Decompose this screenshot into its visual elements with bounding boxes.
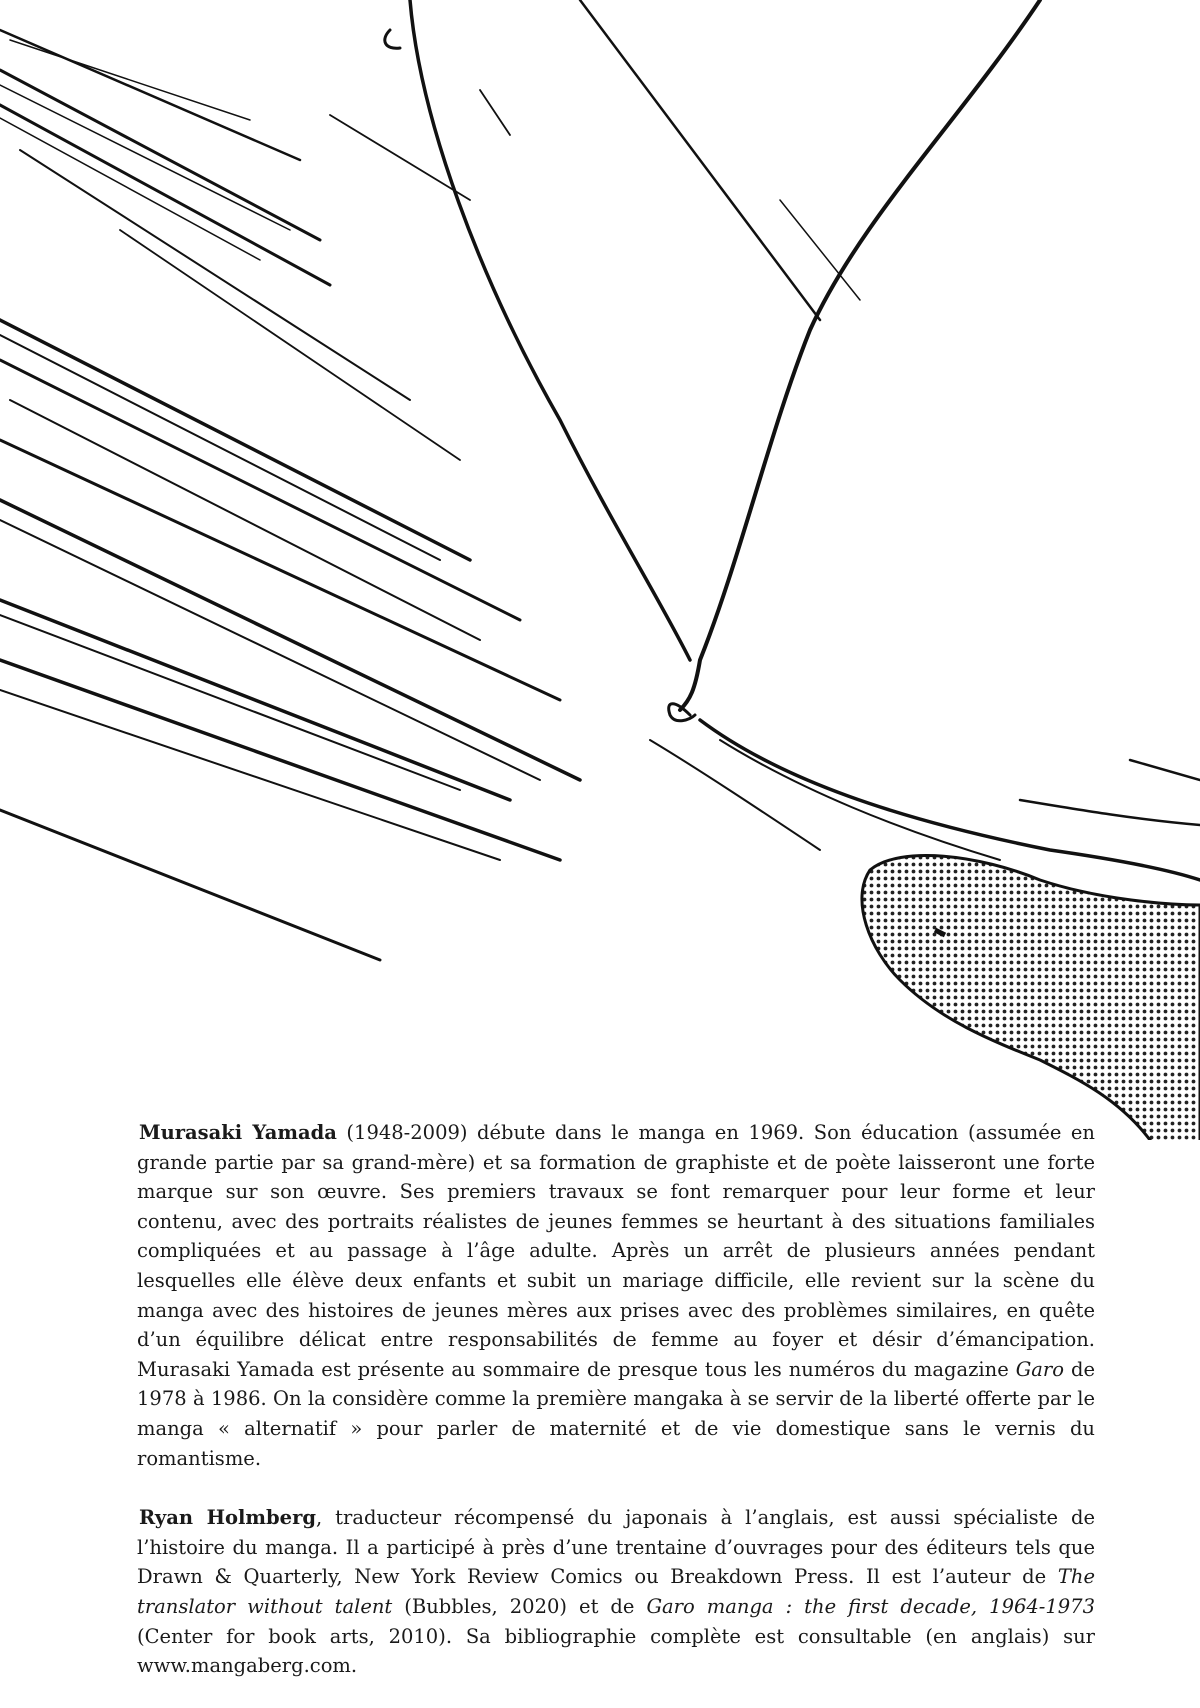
figure-outline: [680, 0, 1040, 710]
speed-line: [0, 520, 540, 780]
speed-line: [0, 105, 330, 285]
figure-outline: [650, 740, 820, 850]
speed-line: [0, 320, 470, 560]
speed-line: [480, 90, 510, 135]
speed-line: [330, 115, 470, 200]
figure-outline: [1130, 760, 1200, 780]
book-title: Garo manga : the first decade, 1964-1973: [646, 1594, 1095, 1618]
figure-outline: [385, 30, 400, 48]
magazine-title: Garo: [1015, 1357, 1064, 1381]
speed-line: [0, 335, 440, 560]
figure-outline: [410, 0, 690, 660]
speed-line: [580, 0, 820, 320]
bio-text: (Center for book arts, 2010). Sa bibliographie complète est consultable (en anglais) sur www.mangaberg.com.: [137, 1624, 1095, 1678]
translator-name: Ryan Holmberg: [139, 1506, 316, 1530]
speed-line: [0, 690, 500, 860]
screentone-shape: [862, 856, 1200, 1140]
speed-line: [20, 150, 410, 400]
author-name: Murasaki Yamada: [139, 1121, 337, 1144]
speed-line: [10, 400, 480, 640]
bio-text: (Bubbles, 2020) et de: [392, 1594, 647, 1618]
bio-ryan-holmberg: [137, 1503, 1095, 1681]
book-title: The translator without talent: [137, 1565, 1095, 1618]
speed-line: [0, 660, 560, 860]
speed-line: [0, 70, 320, 240]
speed-line: [0, 85, 290, 230]
figure-outline: [780, 200, 860, 300]
bio-text: de 1978 à 1986. On la considère comme la première mangaka à se servir de la liberté offerte par le manga « alternatif » pour parler de maternité et de vie domestique sans le vernis du romantisme.: [137, 1357, 1095, 1470]
bio-text: (1948-2009) débute dans le manga en 1969. Son éducation (assumée en grande partie par sa grand-mère) et sa formation de graphiste et de poète laisseront une forte marque sur son œuvre. Ses premiers travaux se font remarquer pour leur forme et leur contenu, avec des portraits réalistes de jeunes femmes se heurtant à des situations familiales compliquées et au passage à l’âge adulte. Après un arrêt de plusieurs années pendant lesquelles elle élève deux enfants et subit un mariage difficile, elle revient sur la scène du manga avec des histoires de jeunes mères aux prises avec des problèmes similaires, en quête d’un équilibre délicat entre responsabilités de femme au foyer et désir d’émancipation. Murasaki Yamada est présente au sommaire de presque tous les numéros du magazine: [137, 1121, 1095, 1381]
speed-line: [0, 615, 460, 790]
speed-line: [0, 600, 510, 800]
figure-outline: [669, 704, 695, 721]
bio-text: , traducteur récompensé du japonais à l’anglais, est aussi spécialiste de l’histoire du manga. Il a participé à près d’une trentaine d’ouvrages pour des éditeurs tels que Drawn & Quarterly, New York Review Comics ou Breakdown Press. Il est l’auteur de: [137, 1506, 1095, 1589]
speed-line: [0, 360, 520, 620]
biographies: [137, 1118, 1095, 1681]
bio-murasaki-yamada: [137, 1118, 1095, 1473]
figure-outline: [1020, 800, 1200, 825]
speed-line: [0, 810, 380, 960]
